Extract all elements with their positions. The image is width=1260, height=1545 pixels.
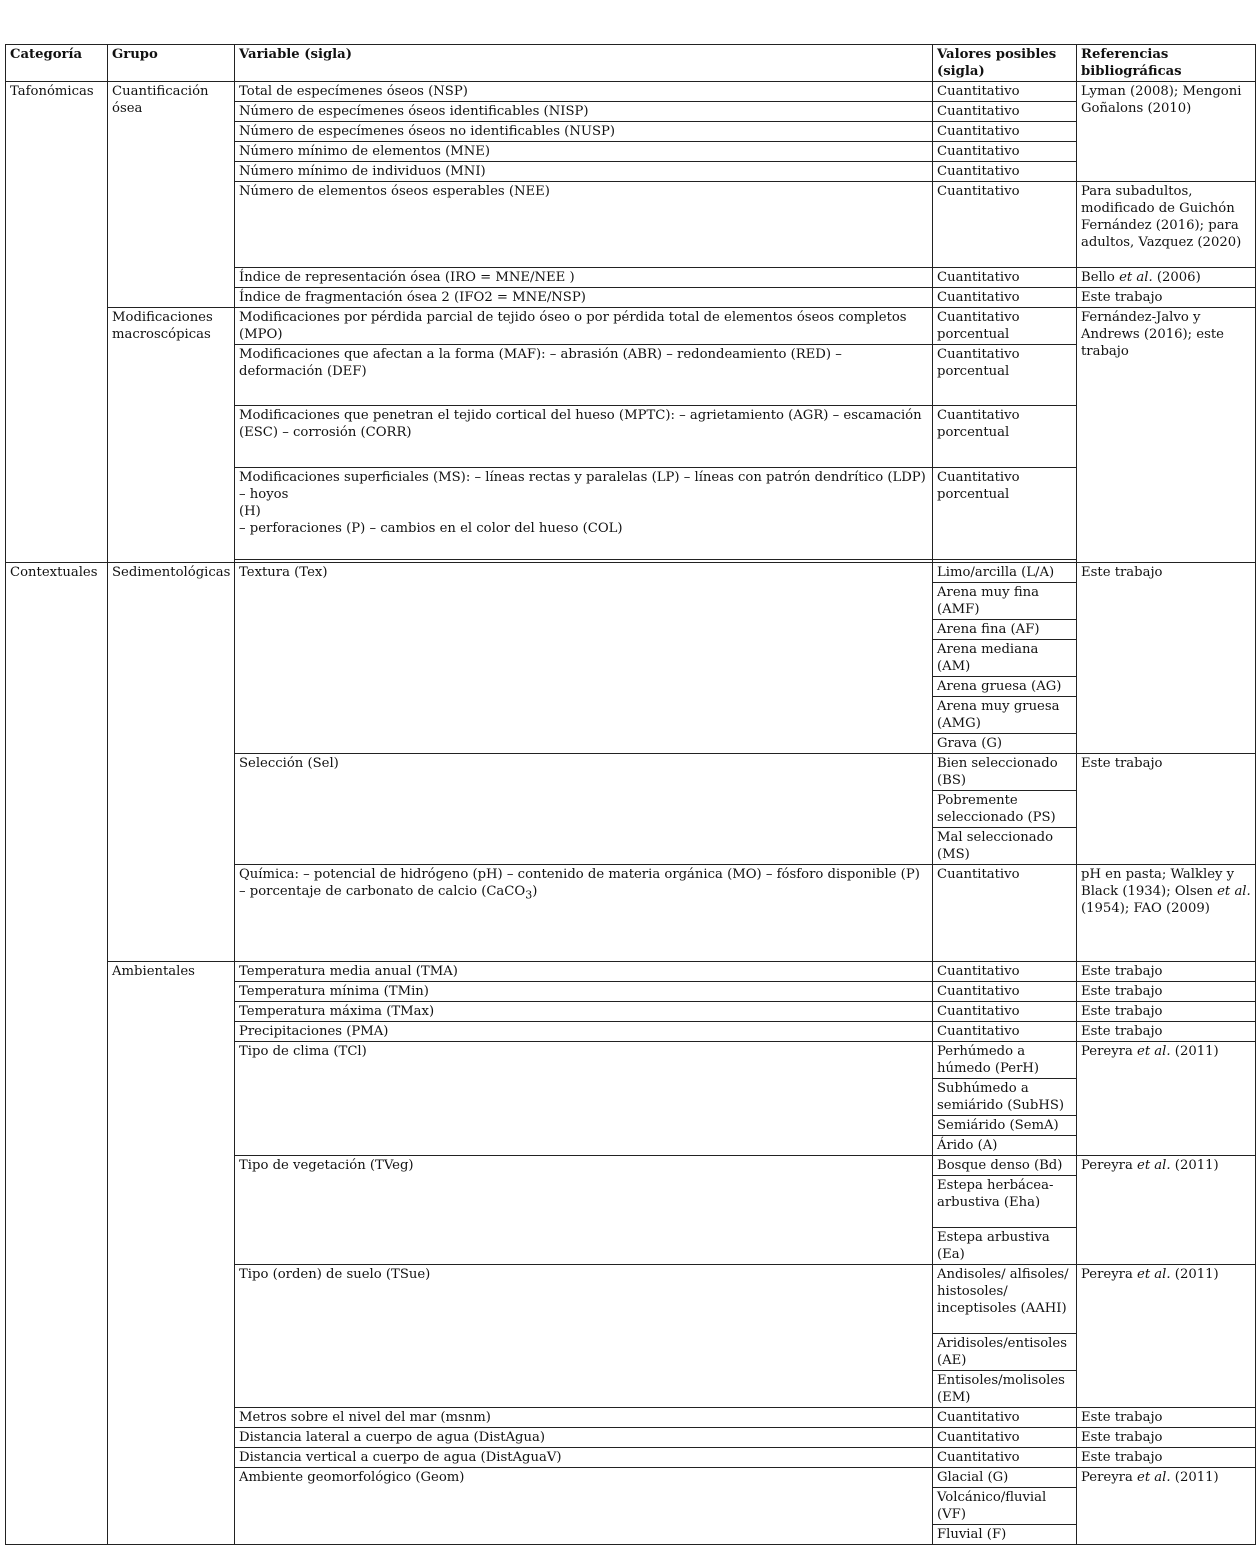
value-cell: Pobremente seleccionado (PS) xyxy=(933,791,1077,828)
reference-cell: Este trabajo xyxy=(1077,1022,1256,1042)
ref-year: (2011) xyxy=(1174,1267,1219,1282)
value-cell: Cuantitativo porcentual xyxy=(933,468,1077,560)
variable-cell: Índice de fragmentación ósea 2 (IFO2 = MNE/NSP) xyxy=(235,288,933,308)
variable-text: – perforaciones (P) – cambios en el color del hueso (COL) xyxy=(239,521,623,536)
value-cell: Cuantitativo xyxy=(933,1448,1077,1468)
variable-cell: Modificaciones que penetran el tejido cortical del hueso (MPTC): – agrietamiento (AGR) – escamación (ESC) – corrosión (CORR) xyxy=(235,406,933,468)
ref-text: pH en pasta; Walkley y Black (1934); Olsen xyxy=(1081,867,1235,899)
value-cell: Perhúmedo a húmedo (PerH) xyxy=(933,1042,1077,1079)
value-cell: Cuantitativo xyxy=(933,982,1077,1002)
variable-cell: Temperatura máxima (TMax) xyxy=(235,1002,933,1022)
variable-cell: Selección (Sel) xyxy=(235,754,933,865)
ref-author: Pereyra xyxy=(1081,1158,1133,1173)
variable-text: (H) xyxy=(239,504,261,519)
variable-cell xyxy=(235,865,933,962)
variable-cell: Distancia vertical a cuerpo de agua (DistAguaV) xyxy=(235,1448,933,1468)
category-cell: Tafonómicas xyxy=(6,82,108,563)
variable-text: Modificaciones superficiales (MS): – líneas rectas y paralelas (LP) – líneas con patrón dendrítico (LDP) – hoyos xyxy=(239,470,926,502)
reference-cell: Este trabajo xyxy=(1077,982,1256,1002)
variable-cell: Textura (Tex) xyxy=(235,563,933,754)
header-variable: Variable (sigla) xyxy=(235,45,933,82)
variable-cell xyxy=(235,468,933,560)
ref-et: et xyxy=(1217,884,1231,899)
group-cell: Modificaciones macroscópicas xyxy=(108,308,235,563)
ref-author: Bello xyxy=(1081,270,1115,285)
value-cell: Estepa arbustiva (Ea) xyxy=(933,1228,1077,1265)
value-cell: Árido (A) xyxy=(933,1136,1077,1156)
value-cell: Mal seleccionado (MS) xyxy=(933,828,1077,865)
reference-cell: Este trabajo xyxy=(1077,1002,1256,1022)
value-cell: Bosque denso (Bd) xyxy=(933,1156,1077,1176)
value-cell: Cuantitativo xyxy=(933,162,1077,182)
reference-cell: Este trabajo xyxy=(1077,754,1256,865)
ref-al: al. xyxy=(1234,884,1251,899)
reference-cell xyxy=(1077,1042,1256,1156)
variable-cell: Número mínimo de elementos (MNE) xyxy=(235,142,933,162)
value-cell: Bien seleccionado (BS) xyxy=(933,754,1077,791)
value-cell: Cuantitativo xyxy=(933,1022,1077,1042)
header-grupo: Grupo xyxy=(108,45,235,82)
value-cell: Arena muy fina (AMF) xyxy=(933,583,1077,620)
category-cell: Contextuales xyxy=(6,563,108,1545)
variable-cell: Índice de representación ósea (IRO = MNE/NEE ) xyxy=(235,268,933,288)
variable-cell: Temperatura media anual (TMA) xyxy=(235,962,933,982)
ref-text: (1954); FAO (2009) xyxy=(1081,901,1210,916)
ref-et-al: et al. xyxy=(1137,1044,1171,1059)
value-cell: Cuantitativo xyxy=(933,182,1077,268)
value-cell: Andisoles/ alfisoles/ histosoles/ inceptisoles (AAHI) xyxy=(933,1265,1077,1334)
variables-table xyxy=(5,44,1256,1545)
value-cell: Cuantitativo xyxy=(933,122,1077,142)
reference-cell: Para subadultos, modificado de Guichón Fernández (2016); para adultos, Vazquez (2020) xyxy=(1077,182,1256,268)
value-cell: Cuantitativo xyxy=(933,962,1077,982)
variable-cell: Número de especímenes óseos identificables (NISP) xyxy=(235,102,933,122)
value-cell: Cuantitativo xyxy=(933,1428,1077,1448)
value-cell: Limo/arcilla (L/A) xyxy=(933,563,1077,583)
variable-cell: Temperatura mínima (TMin) xyxy=(235,982,933,1002)
variable-cell: Ambiente geomorfológico (Geom) xyxy=(235,1468,933,1545)
value-cell: Arena fina (AF) xyxy=(933,620,1077,640)
ref-et-al: et al. xyxy=(1119,270,1153,285)
variable-cell: Número de elementos óseos esperables (NEE) xyxy=(235,182,933,268)
value-cell: Fluvial (F) xyxy=(933,1525,1077,1545)
ref-author: Pereyra xyxy=(1081,1044,1133,1059)
reference-cell: Este trabajo xyxy=(1077,1448,1256,1468)
ref-et-al: et al. xyxy=(1137,1158,1171,1173)
value-cell: Cuantitativo xyxy=(933,268,1077,288)
ref-et-al: et al. xyxy=(1137,1470,1171,1485)
table-row xyxy=(6,563,1256,583)
value-cell: Semiárido (SemA) xyxy=(933,1116,1077,1136)
value-cell: Cuantitativo xyxy=(933,288,1077,308)
reference-cell: Este trabajo xyxy=(1077,288,1256,308)
reference-cell: Fernández-Jalvo y Andrews (2016); este trabajo xyxy=(1077,308,1256,563)
value-cell: Entisoles/molisoles (EM) xyxy=(933,1371,1077,1408)
reference-cell xyxy=(1077,1468,1256,1545)
group-cell: Cuantificación ósea xyxy=(108,82,235,308)
value-cell: Volcánico/fluvial (VF) xyxy=(933,1488,1077,1525)
ref-et-al: et al. xyxy=(1137,1267,1171,1282)
reference-cell xyxy=(1077,1156,1256,1265)
value-cell: Cuantitativo xyxy=(933,142,1077,162)
variable-cell: Metros sobre el nivel del mar (msnm) xyxy=(235,1408,933,1428)
value-cell: Cuantitativo xyxy=(933,1002,1077,1022)
variable-cell: Tipo de clima (TCl) xyxy=(235,1042,933,1156)
group-cell: Ambientales xyxy=(108,962,235,1545)
variable-cell: Precipitaciones (PMA) xyxy=(235,1022,933,1042)
value-cell: Estepa herbácea-arbustiva (Eha) xyxy=(933,1176,1077,1228)
value-cell: Cuantitativo xyxy=(933,82,1077,102)
value-cell: Glacial (G) xyxy=(933,1468,1077,1488)
header-categoria: Categoría xyxy=(6,45,108,82)
table-row xyxy=(6,308,1256,345)
reference-cell xyxy=(1077,1265,1256,1408)
reference-cell: Este trabajo xyxy=(1077,1428,1256,1448)
ref-year: (2006) xyxy=(1156,270,1201,285)
variable-text: Química: – potencial de hidrógeno (pH) – contenido de materia orgánica (MO) – fósforo disponible (P) – porcentaje de carbonato de calcio (CaCO xyxy=(239,867,920,899)
value-cell: Aridisoles/entisoles (AE) xyxy=(933,1334,1077,1371)
value-cell: Arena mediana (AM) xyxy=(933,640,1077,677)
variable-cell: Tipo de vegetación (TVeg) xyxy=(235,1156,933,1265)
variable-cell: Distancia lateral a cuerpo de agua (DistAgua) xyxy=(235,1428,933,1448)
reference-cell: Este trabajo xyxy=(1077,962,1256,982)
variable-cell: Modificaciones por pérdida parcial de tejido óseo o por pérdida total de elementos óseos completos (MPO) xyxy=(235,308,933,345)
header-referencias: Referencias bibliográficas xyxy=(1077,45,1256,82)
value-cell: Arena gruesa (AG) xyxy=(933,677,1077,697)
reference-cell xyxy=(1077,268,1256,288)
variable-cell: Modificaciones que afectan a la forma (MAF): – abrasión (ABR) – redondeamiento (RED) – deformación (DEF) xyxy=(235,345,933,406)
reference-cell xyxy=(1077,865,1256,962)
variable-text: ) xyxy=(532,884,538,899)
value-cell: Arena muy gruesa (AMG) xyxy=(933,697,1077,734)
variable-cell: Número mínimo de individuos (MNI) xyxy=(235,162,933,182)
header-valores: Valores posibles (sigla) xyxy=(933,45,1077,82)
variable-cell: Tipo (orden) de suelo (TSue) xyxy=(235,1265,933,1408)
group-cell: Sedimentológicas xyxy=(108,563,235,962)
value-cell: Cuantitativo porcentual xyxy=(933,345,1077,406)
value-cell: Cuantitativo xyxy=(933,1408,1077,1428)
reference-cell: Lyman (2008); Mengoni Goñalons (2010) xyxy=(1077,82,1256,182)
ref-year: (2011) xyxy=(1174,1158,1219,1173)
table-row xyxy=(6,82,1256,102)
reference-cell: Este trabajo xyxy=(1077,1408,1256,1428)
header-row xyxy=(6,45,1256,82)
value-cell: Cuantitativo xyxy=(933,102,1077,122)
table-row xyxy=(6,962,1256,982)
variable-cell: Total de especímenes óseos (NSP) xyxy=(235,82,933,102)
value-cell: Cuantitativo xyxy=(933,865,1077,962)
value-cell: Cuantitativo porcentual xyxy=(933,406,1077,468)
value-cell: Subhúmedo a semiárido (SubHS) xyxy=(933,1079,1077,1116)
variable-cell: Número de especímenes óseos no identificables (NUSP) xyxy=(235,122,933,142)
reference-cell: Este trabajo xyxy=(1077,563,1256,754)
subscript: 3 xyxy=(525,888,533,902)
ref-year: (2011) xyxy=(1174,1470,1219,1485)
value-cell: Cuantitativo porcentual xyxy=(933,308,1077,345)
ref-author: Pereyra xyxy=(1081,1267,1133,1282)
ref-author: Pereyra xyxy=(1081,1470,1133,1485)
value-cell: Grava (G) xyxy=(933,734,1077,754)
ref-year: (2011) xyxy=(1174,1044,1219,1059)
